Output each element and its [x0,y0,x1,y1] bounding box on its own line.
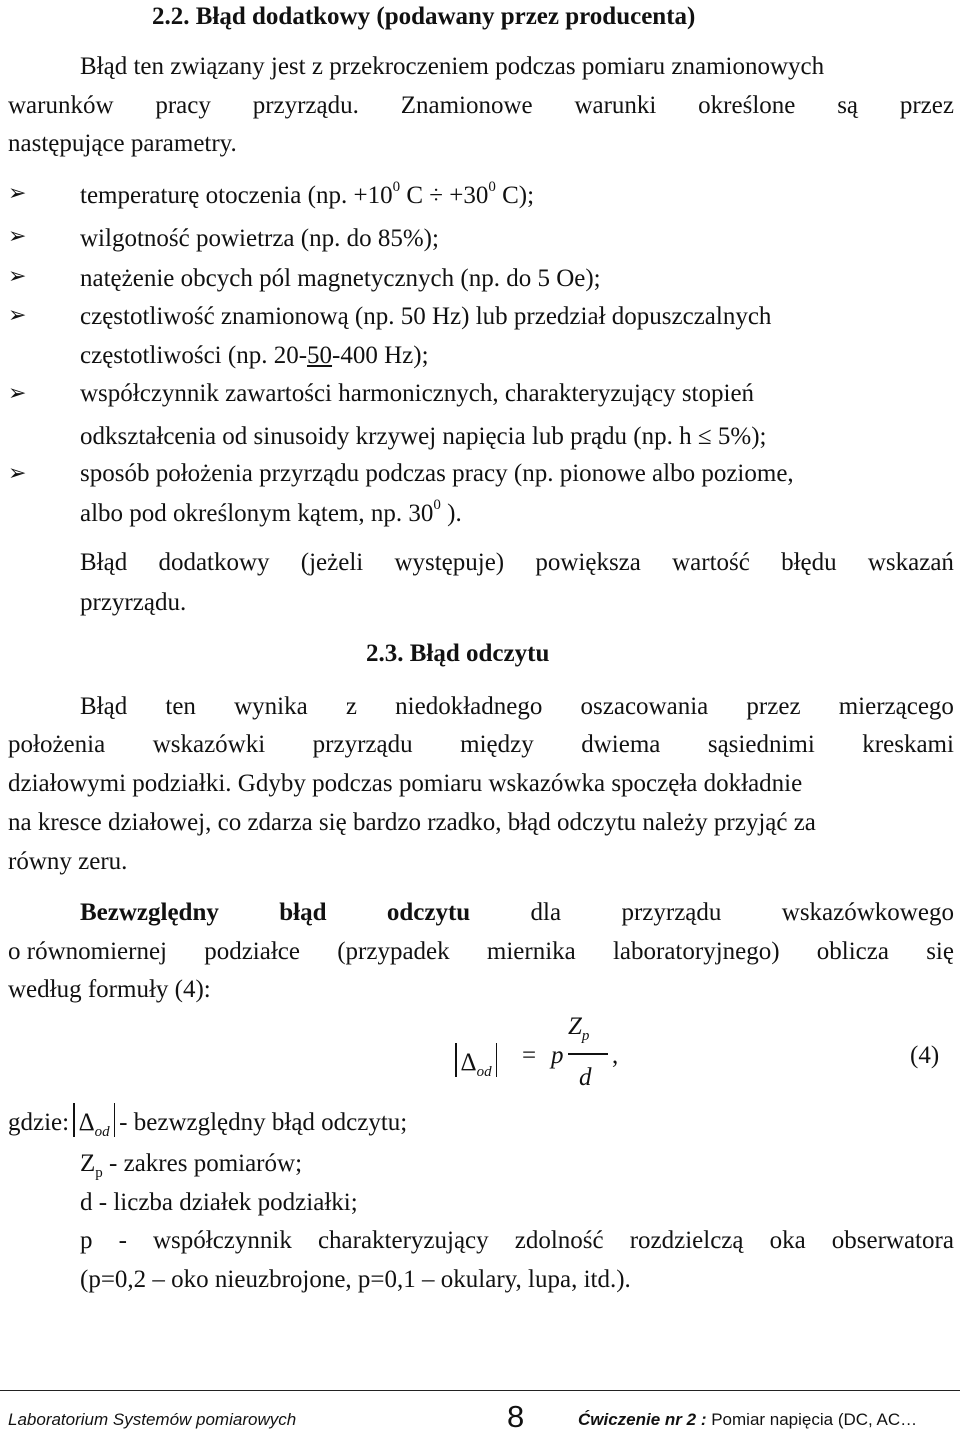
word: Błąd [80,693,128,720]
word: przyrządu [621,899,722,926]
word: podziałce [204,938,300,965]
word: dwiema [581,731,661,758]
intro-line-3: następujące parametry. [8,130,237,157]
legend-delta-line: gdzie: $\Delta_{od}$ - bezwzględny błąd odczytu; [8,1103,407,1137]
formula-numerator: $Z_p$ [568,1013,590,1044]
equals-sign: = [522,1042,537,1069]
word: Błąd [80,549,128,576]
word: wskazówki [152,731,266,758]
word: rozdzielczą [629,1227,744,1254]
para2-line-1 [80,900,954,925]
word: występuje) [394,549,505,576]
word: położenia [8,731,106,758]
word: współczynnik [152,1227,292,1254]
arrow-bullet-icon: ➢ [8,461,27,486]
bold-word: Bezwzględny [80,899,219,926]
bullet-magnetic-field: natężenie obcych pól magnetycznych (np. do 5 Oe); [80,265,601,292]
word: laboratoryjnego) [612,938,780,965]
footer-right: Ćwiczenie nr 2 : Pomiar napięcia (DC, AC… [578,1410,918,1429]
word: - [118,1227,127,1254]
para2-line-2 [8,939,954,964]
para2-line-3: według formuły (4): [8,976,211,1003]
word: przez [899,92,954,119]
word: wskazówkowego [781,899,954,926]
word: błędu [781,549,837,576]
bullet-frequency-line-1: częstotliwość znamionową (np. 50 Hz) lub przedział dopuszczalnych [80,303,772,330]
formula-denominator: d [579,1064,592,1091]
legend-d-line: d - liczba działek podziałki; [80,1189,358,1216]
word: ten [165,693,196,720]
word: warunków [8,92,114,119]
arrow-bullet-icon: ➢ [8,181,27,206]
word: wskazań [867,549,954,576]
word: warunki [574,92,657,119]
word: zdolność [514,1227,604,1254]
bullet-harmonics-line-2: odkształcenia od sinusoidy krzywej napięcia lub prądu (np. h ≤ 5%); [80,423,767,450]
footer-left: Laboratorium Systemów pomiarowych [8,1410,297,1429]
formula-number: (4) [910,1042,940,1069]
word: z [345,693,357,720]
delta-symbol: Δ [460,1049,477,1076]
formula-p: p [551,1042,564,1069]
word: się [926,938,954,965]
para1-line-5: równy zeru. [8,848,128,875]
abs-bar-left [455,1043,457,1077]
formula-lhs: $\Delta_{od}$ [451,1043,501,1077]
word: miernika [486,938,576,965]
arrow-bullet-icon: ➢ [8,224,27,249]
fraction-line [568,1053,608,1055]
note-line-1 [80,550,954,575]
word: między [460,731,534,758]
word: przyrządu [312,731,413,758]
bullet-humidity: wilgotność powietrza (np. do 85%); [80,225,439,252]
page-number: 8 [507,1399,525,1434]
word: (przypadek [337,938,450,965]
word: sąsiednimi [707,731,815,758]
bullet-frequency-line-2: częstotliwości (np. 20-50-400 Hz); [80,342,429,369]
bullet-position-line-1: sposób położenia przyrządu podczas pracy (np. pionowe albo poziome, [80,460,794,487]
bullet-position-line-2: albo pod określonym kątem, np. $30^0$ ). [80,497,462,527]
bold-word: odczytu [386,899,471,926]
bold-word: błąd [279,899,327,926]
abs-bar-left [73,1103,75,1137]
delta-symbol: Δ [78,1109,95,1136]
word: są [837,92,859,119]
word: dla [530,899,562,926]
word: p [80,1227,93,1254]
para1-line-1 [80,694,954,719]
word: powiększa [535,549,641,576]
intro-line-1: Błąd ten związany jest z przekroczeniem podczas pomiaru znamionowych [80,53,825,80]
word: pracy [155,92,211,119]
word: mierzącego [838,693,954,720]
word: oszacowania [580,693,709,720]
bullet-temperature: temperaturę otoczenia (np. $+10^0$ $C \div +30^0$ C); [80,179,535,209]
footer-rule [0,1390,960,1391]
legend-p-line-2: (p=0,2 – oko nieuzbrojone, p=0,1 – okulary, lupa, itd.). [80,1266,631,1293]
word: o równomiernej [8,938,167,965]
word: oblicza [816,938,889,965]
gdzie-label: gdzie: [8,1109,70,1136]
word: przyrządu. [252,92,359,119]
arrow-bullet-icon: ➢ [8,381,27,406]
word: niedokładnego [395,693,543,720]
word: przez [746,693,801,720]
para1-line-4: na kresce działowej, co zdarza się bardzo rzadko, błąd odczytu należy przyjąć za [8,809,816,836]
abs-bar-right [114,1103,116,1137]
para1-line-3: działowymi podziałki. Gdyby podczas pomiaru wskazówka spoczęła dokładnie [8,770,803,797]
bullet-harmonics-line-1: współczynnik zawartości harmonicznych, charakteryzujący stopień [80,380,755,407]
word: wynika [234,693,308,720]
legend-p-line-1 [80,1228,954,1253]
word: oka [769,1227,806,1254]
word: kreskami [862,731,954,758]
abs-bar-right [496,1043,498,1077]
arrow-bullet-icon: ➢ [8,264,27,289]
section-heading-2-3: 2.3. Błąd odczytu [366,640,550,667]
word: (jeżeli [300,549,364,576]
formula-comma: , [612,1042,619,1069]
section-heading-2-2: 2.2. Błąd dodatkowy (podawany przez producenta) [152,3,696,30]
word: wartość [672,549,750,576]
word: obserwatora [831,1227,954,1254]
word: Znamionowe [400,92,533,119]
word: charakteryzujący [317,1227,489,1254]
word: dodatkowy [158,549,270,576]
arrow-bullet-icon: ➢ [8,303,27,328]
intro-line-2 [8,93,954,118]
note-line-2: przyrządu. [80,589,187,616]
legend-z-line: $Z_p$ - zakres pomiarów; [80,1150,303,1181]
word: określone [698,92,796,119]
para1-line-2 [8,732,954,757]
